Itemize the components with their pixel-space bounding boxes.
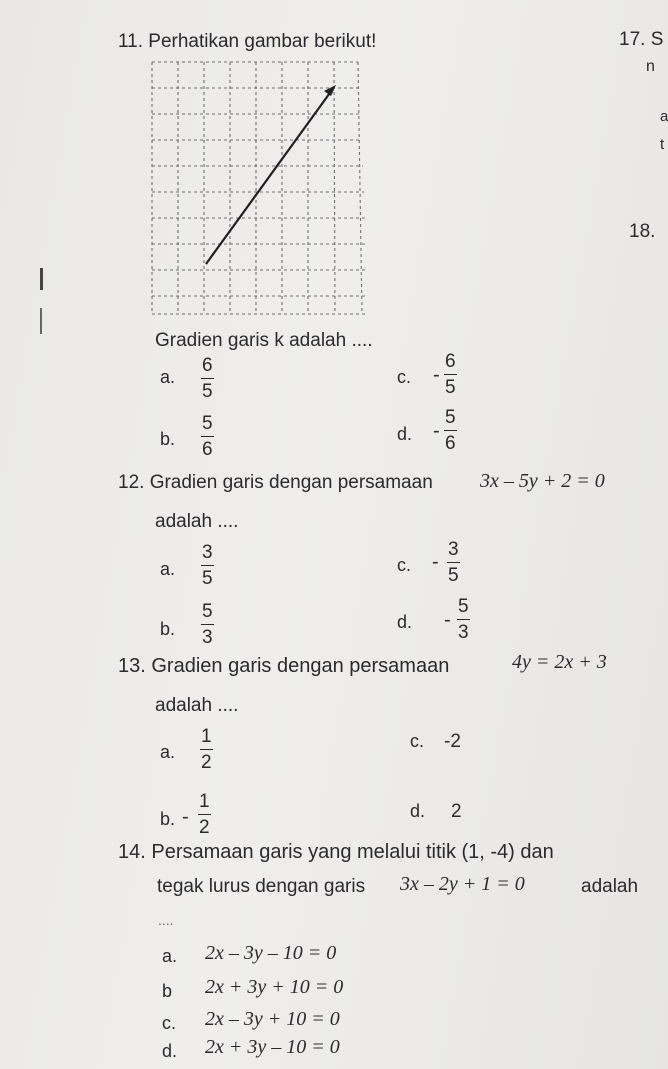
q14-option-d-value[interactable]: 2x + 3y – 10 = 0	[205, 1036, 340, 1058]
q17-fragment: 17. S	[619, 29, 664, 50]
q13-option-c-letter[interactable]: c.	[410, 731, 425, 751]
q11-option-d-letter[interactable]: d.	[397, 424, 413, 444]
numerator: 1	[198, 792, 211, 815]
denominator: 3	[458, 622, 469, 643]
denominator: 6	[445, 433, 456, 454]
q12-option-d-value[interactable]	[457, 597, 470, 642]
q11-option-d-value[interactable]	[444, 408, 457, 453]
q11-option-d-sign: -	[433, 420, 440, 442]
q12-title: 12. Gradien garis dengan persamaan	[118, 472, 433, 493]
numerator: 6	[201, 356, 214, 379]
denominator: 2	[199, 817, 210, 838]
q12-option-b-letter[interactable]: b.	[160, 619, 176, 639]
q14-option-c-value[interactable]: 2x – 3y + 10 = 0	[205, 1008, 340, 1030]
q14-line2-post: adalah	[581, 876, 639, 897]
page-edge-mark	[40, 268, 43, 290]
line-k	[206, 90, 332, 264]
q14-line2-equation: 3x – 2y + 1 = 0	[400, 873, 525, 895]
denominator: 5	[202, 381, 213, 402]
numerator: 5	[201, 602, 214, 625]
denominator: 5	[202, 568, 213, 589]
numerator: 5	[444, 408, 457, 431]
q13-option-b-value[interactable]	[198, 792, 211, 837]
q14-option-a-value[interactable]: 2x – 3y – 10 = 0	[205, 942, 337, 964]
q11-title: 11. Perhatikan gambar berikut!	[118, 31, 377, 52]
q13-option-c-value[interactable]: -2	[444, 731, 461, 752]
q13-option-a-letter[interactable]: a.	[160, 742, 176, 762]
q12-option-d-sign: -	[444, 609, 451, 631]
q13-tail: adalah ....	[155, 695, 239, 716]
q13-option-d-letter[interactable]: d.	[410, 801, 426, 821]
numerator: 3	[447, 540, 460, 563]
denominator: 2	[201, 752, 212, 773]
numerator: 5	[457, 597, 470, 620]
q13-option-d-value[interactable]: 2	[451, 801, 462, 822]
page-edge-mark	[40, 308, 42, 334]
q14-ellipsis: ....	[158, 912, 174, 928]
q14-line1: 14. Persamaan garis yang melalui titik (1, -4) dan	[118, 841, 554, 863]
q12-tail: adalah ....	[155, 511, 239, 532]
q11-grid-graph	[140, 56, 380, 326]
numerator: 6	[444, 352, 457, 375]
q11-option-c-sign: -	[433, 364, 440, 386]
q14-option-a-letter[interactable]: a.	[162, 946, 178, 966]
denominator: 5	[448, 565, 459, 586]
q11-option-a-value[interactable]	[201, 356, 214, 401]
q14-option-b-value[interactable]: 2x + 3y + 10 = 0	[205, 976, 344, 998]
q12-option-a-letter[interactable]: a.	[160, 559, 176, 579]
numerator: 1	[200, 727, 213, 750]
q13-option-a-value[interactable]	[200, 727, 213, 772]
q18-fragment: 18.	[629, 221, 656, 242]
denominator: 5	[445, 377, 456, 398]
numerator: 5	[201, 414, 214, 437]
q12-option-c-sign: -	[432, 551, 439, 573]
q14-option-d-letter[interactable]: d.	[162, 1041, 178, 1061]
q11-option-c-letter[interactable]: c.	[397, 367, 412, 387]
denominator: 6	[202, 439, 213, 460]
q12-option-c-letter[interactable]: c.	[397, 555, 412, 575]
q13-title: 13. Gradien garis dengan persamaan	[118, 655, 450, 677]
q12-equation: 3x – 5y + 2 = 0	[480, 470, 605, 492]
q13-equation: 4y = 2x + 3	[512, 651, 607, 673]
q12-option-d-letter[interactable]: d.	[397, 612, 413, 632]
q13-option-b-letter[interactable]: b.	[160, 809, 176, 829]
q11-option-b-letter[interactable]: b.	[160, 429, 176, 449]
right-text-fragment: a	[660, 108, 668, 125]
q11-option-a-letter[interactable]: a.	[160, 367, 176, 387]
numerator: 3	[201, 543, 214, 566]
q14-line2-pre: tegak lurus dengan garis	[157, 876, 366, 897]
right-text-fragment: n	[646, 58, 655, 75]
q12-option-a-value[interactable]	[201, 543, 214, 588]
q11-option-b-value[interactable]	[201, 414, 214, 459]
q12-option-b-value[interactable]	[201, 602, 214, 647]
denominator: 3	[202, 627, 213, 648]
q13-option-b-sign: -	[182, 806, 189, 828]
q14-option-c-letter[interactable]: c.	[162, 1013, 177, 1033]
q12-option-c-value[interactable]	[447, 540, 460, 585]
q14-option-b-letter[interactable]: b	[162, 981, 173, 1001]
q11-stem: Gradien garis k adalah ....	[155, 330, 373, 351]
right-text-fragment: t	[660, 136, 665, 153]
q11-option-c-value[interactable]	[444, 352, 457, 397]
